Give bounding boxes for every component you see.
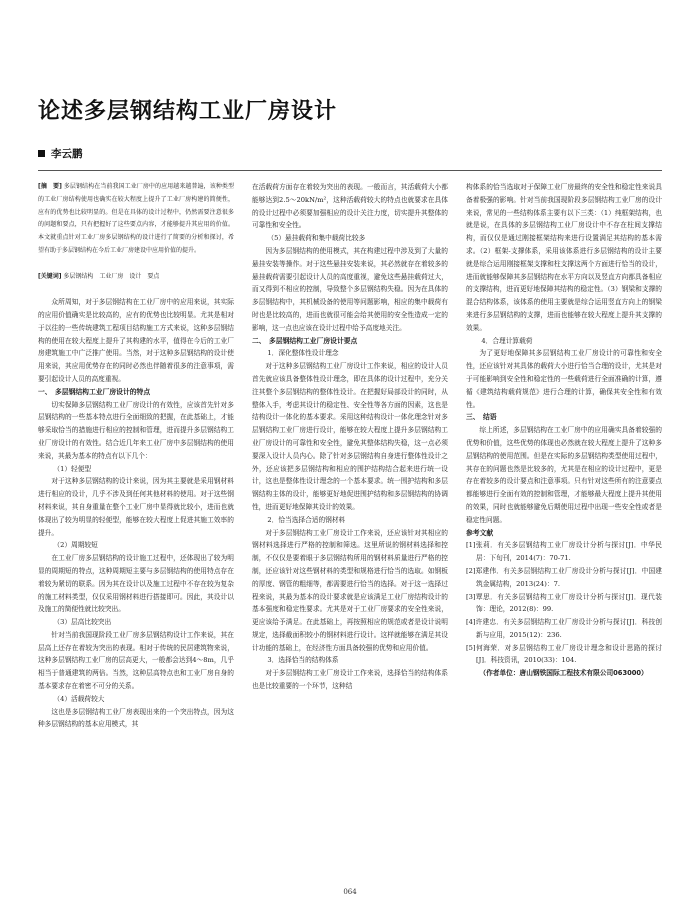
keywords <box>38 271 234 284</box>
paragraph: 构体系的恰当选取对于保障工业厂房最终的安全性和稳定性来说具备着极强的影响。针对当前我国现阶段多层钢结构工业厂房的设计来说，常见的一些结构体系主要有以下三类：（1）纯框架结构，也就是说，在具体的多层钢结构工业厂房设计中不存在柱间支撑结构，而仅仅是通过刚接框架结构来进行设置满足其结构的基本需求。（2）框架-支撑体系，采用该体系进行多层钢结构的设计主要就是综合运用刚接框架支撑和柱支撑这两个方面进行恰当的设计，进而就能够保障其多层钢结构在水平方向以及竖直方向都具备相应的支撑结构，进而更好地保障其结构的稳定性。（3）钢梁和支撑的混合结构体系，该体系的使用主要就是综合运用竖直方向上的钢梁来进行多层钢结构的支撑，进而也能够在较大程度上提升其支撑的效果。 <box>466 183 662 332</box>
paragraph: 对于多层钢结构工业厂房设计工作来说，选择恰当的结构体系也是比较重要的一个环节，这种结 <box>252 669 448 691</box>
abstract-label: [摘 要] <box>38 183 62 190</box>
reference-item: [2]郑建伟．有关多层钢结构工业厂房设计分析与探讨[J]．中国建筑金属结构，2013(24)：7. <box>466 566 662 588</box>
subsection-heading: 2．恰当选择合适的钢材料 <box>267 515 346 524</box>
section-heading-3: 三、 结语 <box>466 413 497 422</box>
reference-item: [4]许建忠．有关多层钢结构工业厂房设计分析与探讨[J]．科技创新与应用，2015(12)：236. <box>466 618 662 639</box>
page-number: 064 <box>343 888 357 896</box>
subsection-heading: （4）活载荷较大 <box>53 694 105 703</box>
paragraph: 在工业厂房多层钢结构的设计施工过程中，还体现出了较为明显的周期短的特点，这种周期短主要与多层钢结构的使用特点存在着较为紧切的联系。因为其在设计以及施工过程中不存在较为复杂的施工材料类型，仅仅采用钢材料进行搭接即可。因此，其设计以及施工的简便性就比较突出。 <box>38 554 234 614</box>
paragraph: 针对当前我国现阶段工业厂房多层钢结构设计工作来说，其在层高上还存在着较为突出的表现。相对于传统的民居建筑物来说，这种多层钢结构工业厂房的层高更大，一般都会达到4～8m，几乎相当于普通建筑的两倍。当然，这种层高特点也和工业厂房自身的基本要求存在着密不可分的关系。 <box>38 630 234 691</box>
article-title: 论述多层钢结构工业厂房设计 <box>38 99 338 124</box>
subsection-heading: 1．深化整体性设计理念 <box>267 349 339 358</box>
paragraph: 这也是多层钢结构工业厂房表现出来的一个突出特点，因为这种多层钢结构的基本应用模式，其 <box>38 707 234 729</box>
paragraph: 因为多层钢结构的使用模式，其在构建过程中涉及到了大量的悬挂安装等操作。对于这些悬挂安装来说，其必然就存在着较多的悬挂载荷需要引起设计人员的高度重视，避免这些悬挂载荷过大，而又得到不相应的控制，导致整个多层钢结构失稳。因为在具体的多层钢结构中，其机械设备的使用等问题影响，相应的集中载荷有时也是比较高的，进而也就很可能会给其使用的安全性造成一定的影响，这一点也应该在设计过程中给予高度地关注。 <box>252 246 448 332</box>
abstract-text: 多层钢结构在当前我国工业厂房中的应用越来越普遍，该种类型的工业厂房结构使用也确实在较大程度上提升了工业厂房构建的简便性，应有的优势也比较明显的。但是在具体的设计过程中，仍然需要注意很多的问题和要点，只有把握好了这些要点内容，才能够提升其应用的价值。本文就重点针对工业厂房多层钢结构的设计进行了简要的分析和探讨，希望有助于多层钢结构在今后工业厂房建设中应用价值的提升。 <box>38 183 234 254</box>
keywords-text: 多层钢结构 工业厂房 设计 要点 <box>63 272 160 280</box>
subsection-heading: 3．选择恰当的结构体系 <box>267 656 339 665</box>
reference-item: [5]何海荣．对多层钢结构工业厂房设计理念和设计思路的探讨[J]．科技资讯，2010(33)：104. <box>466 643 662 665</box>
column-2 <box>252 181 448 693</box>
subsection-heading: （1）轻便型 <box>53 464 92 473</box>
section-heading-1: 一、 多层钢结构工业厂房设计的特点 <box>38 387 151 396</box>
author-name: 李云鹏 <box>51 148 83 160</box>
paragraph: 切实保障多层钢结构工业厂房设计的有效性，应该首先针对多层钢结构的一些基本特点进行全面细致的把握，在此基础上，才能够采取恰当的措施进行相应的控制和管理，进而提升多层钢结构工业厂房设计的有效性。结合近几年来工业厂房中多层钢结构的使用来说，其最为基本的特点有以下几个： <box>38 400 234 460</box>
paragraph: 对于多层钢结构工业厂房设计工作来说，还应该针对其相应的钢材料选择进行严格的控制和筛选。这里所说的钢材料选择和控制，不仅仅是要着眼于多层钢结构所用的钢材料质量进行严格的控制，还应该针对这些钢材料的类型和规格进行恰当的选取。如钢板的厚度、钢管的粗细等，都需要进行恰当的选择。对于这一选择过程来说，其最为基本的设计要求就是应该满足工业厂房结构设计的基本强度和稳定性要求。尤其是对于工业厂房要求的安全性来说，更应该给予满足。在此基础上，再按照相应的规范或者是设计说明规定，选择截面积较小的钢材料进行设计。这样就能够在满足其设计功能的基础上，在经济性方面具备较强的优势和应用价值。 <box>252 528 448 652</box>
paragraph: 对于这种多层钢结构工业厂房设计工作来说，相应的设计人员首先就应该具备整体性设计理念，即在具体的设计过程中，充分关注其整个多层钢结构的整体性设计。在把握好局部设计的同时，从整体入手，考虑其设计的稳定性、安全性等各方面的因素，这也是结构设计一体化的基本要求。采用这种结构设计一体化理念针对多层钢结构工业厂房进行设计，能够在较大程度上提升多层钢结构工业厂房设计的可靠性和安全性，避免其整体结构失稳，这一点必须要深入设计人员内心。除了针对多层钢结构自身进行整体性设计之外，还应该把多层钢结构和相应的围护结构结合起来进行统一设计，这也是整体性设计理念的一个基本要求。统一围护结构和多层钢结构主体的设计，能够更好地促进围护结构和多层钢结构的协调性，进而更好地保障其设计的效果。 <box>252 362 448 511</box>
keywords-label: [关键词] <box>38 272 62 280</box>
section-heading-2: 二、 多层钢结构工业厂房设计要点 <box>252 336 358 345</box>
author-line <box>38 146 83 161</box>
subsection-heading: （2）周期较短 <box>53 541 98 550</box>
reference-item: [3]覃思．有关多层钢结构工业厂房设计分析与探讨[J]．现代装饰：理论，2012(8)：99. <box>466 592 662 614</box>
paragraph: 综上所述，多层钢结构在工业厂房中的应用确实具备着较强的优势和价值，这些优势的体现也必然就在较大程度上提升了这种多层钢结构的使用范围。但是在实际的多层钢结构类型使用过程中，其存在的问题也然是比较多的，尤其是在相应的设计过程中，更是存在着较多的设计要点和注意事项。只有针对这些所有的注意要点都能够进行全面有效的控制和管理，才能够最大程度上提升其使用的效果，同时也就能够避免后期使用过程中出现一些安全性或者是稳定性问题。 <box>466 426 662 524</box>
paragraph: 在活载荷方面存在着较为突出的表现。一般而言，其活载荷大小都能够达到2.5～20kN/m²，这种活载荷较大的特点也就要求在具体的设计过程中必须要加强相应的设计关注力度，切实提升其整体的可靠性和安全性。 <box>252 183 448 230</box>
references-heading: 参考文献 <box>466 528 494 537</box>
subsection-heading: 4．合理计算载荷 <box>481 336 533 345</box>
square-bullet-icon <box>38 150 45 157</box>
header-divider <box>38 170 662 171</box>
author-affiliation: （作者单位：唐山钢铁国际工程技术有限公司063000） <box>479 669 648 678</box>
subsection-heading: （5）悬挂载荷和集中载荷比较多 <box>267 234 366 243</box>
paragraph: 对于这种多层钢结构的设计来说，因为其主要就是采用钢材料进行相应的设计，几乎不涉及到任何其他材料的使用。对于这些钢材料来说，其自身重量在整个工业厂房中显得就比较小，进而也就体现出了较为明显的轻便型，能够在较大程度上促进其施工效率的提升。 <box>38 477 234 537</box>
abstract <box>38 181 234 258</box>
subsection-heading: （3）层高比较突出 <box>53 618 112 627</box>
paragraph: 为了更好地保障其多层钢结构工业厂房设计的可靠性和安全性，还应该针对其具体的载荷大小进行恰当合理的设计，尤其是对于可能影响到安全性和稳定性的一些载荷进行全面准确的计算，遵循《建筑结构载荷规范》进行合理的计算，确保其安全性和有效性。 <box>466 349 662 409</box>
column-3 <box>466 181 662 680</box>
intro-paragraph: 众所周知，对于多层钢结构在工业厂房中的应用来说，其实际的应用价值确实是比较高的，应有的优势也比较明显。尤其是相对于以往的一些传统建筑工程项目结构施工方式来说，这种多层钢结构的使用在较大程度上提升了其构建的水平，值得在今后的工业厂房建筑施工中广泛推广使用。当然，对于这种多层钢结构的设计使用来说，其应用优势存在的同时必然也伴随着很多的注意事项，需要引起设计人员的高度重视。 <box>38 298 234 383</box>
reference-item: [1]张莉．有关多层钢结构工业厂房设计分析与探讨[J]．中华民居：下旬刊，2014(7)：70-71. <box>466 541 662 563</box>
column-1 <box>38 181 234 731</box>
